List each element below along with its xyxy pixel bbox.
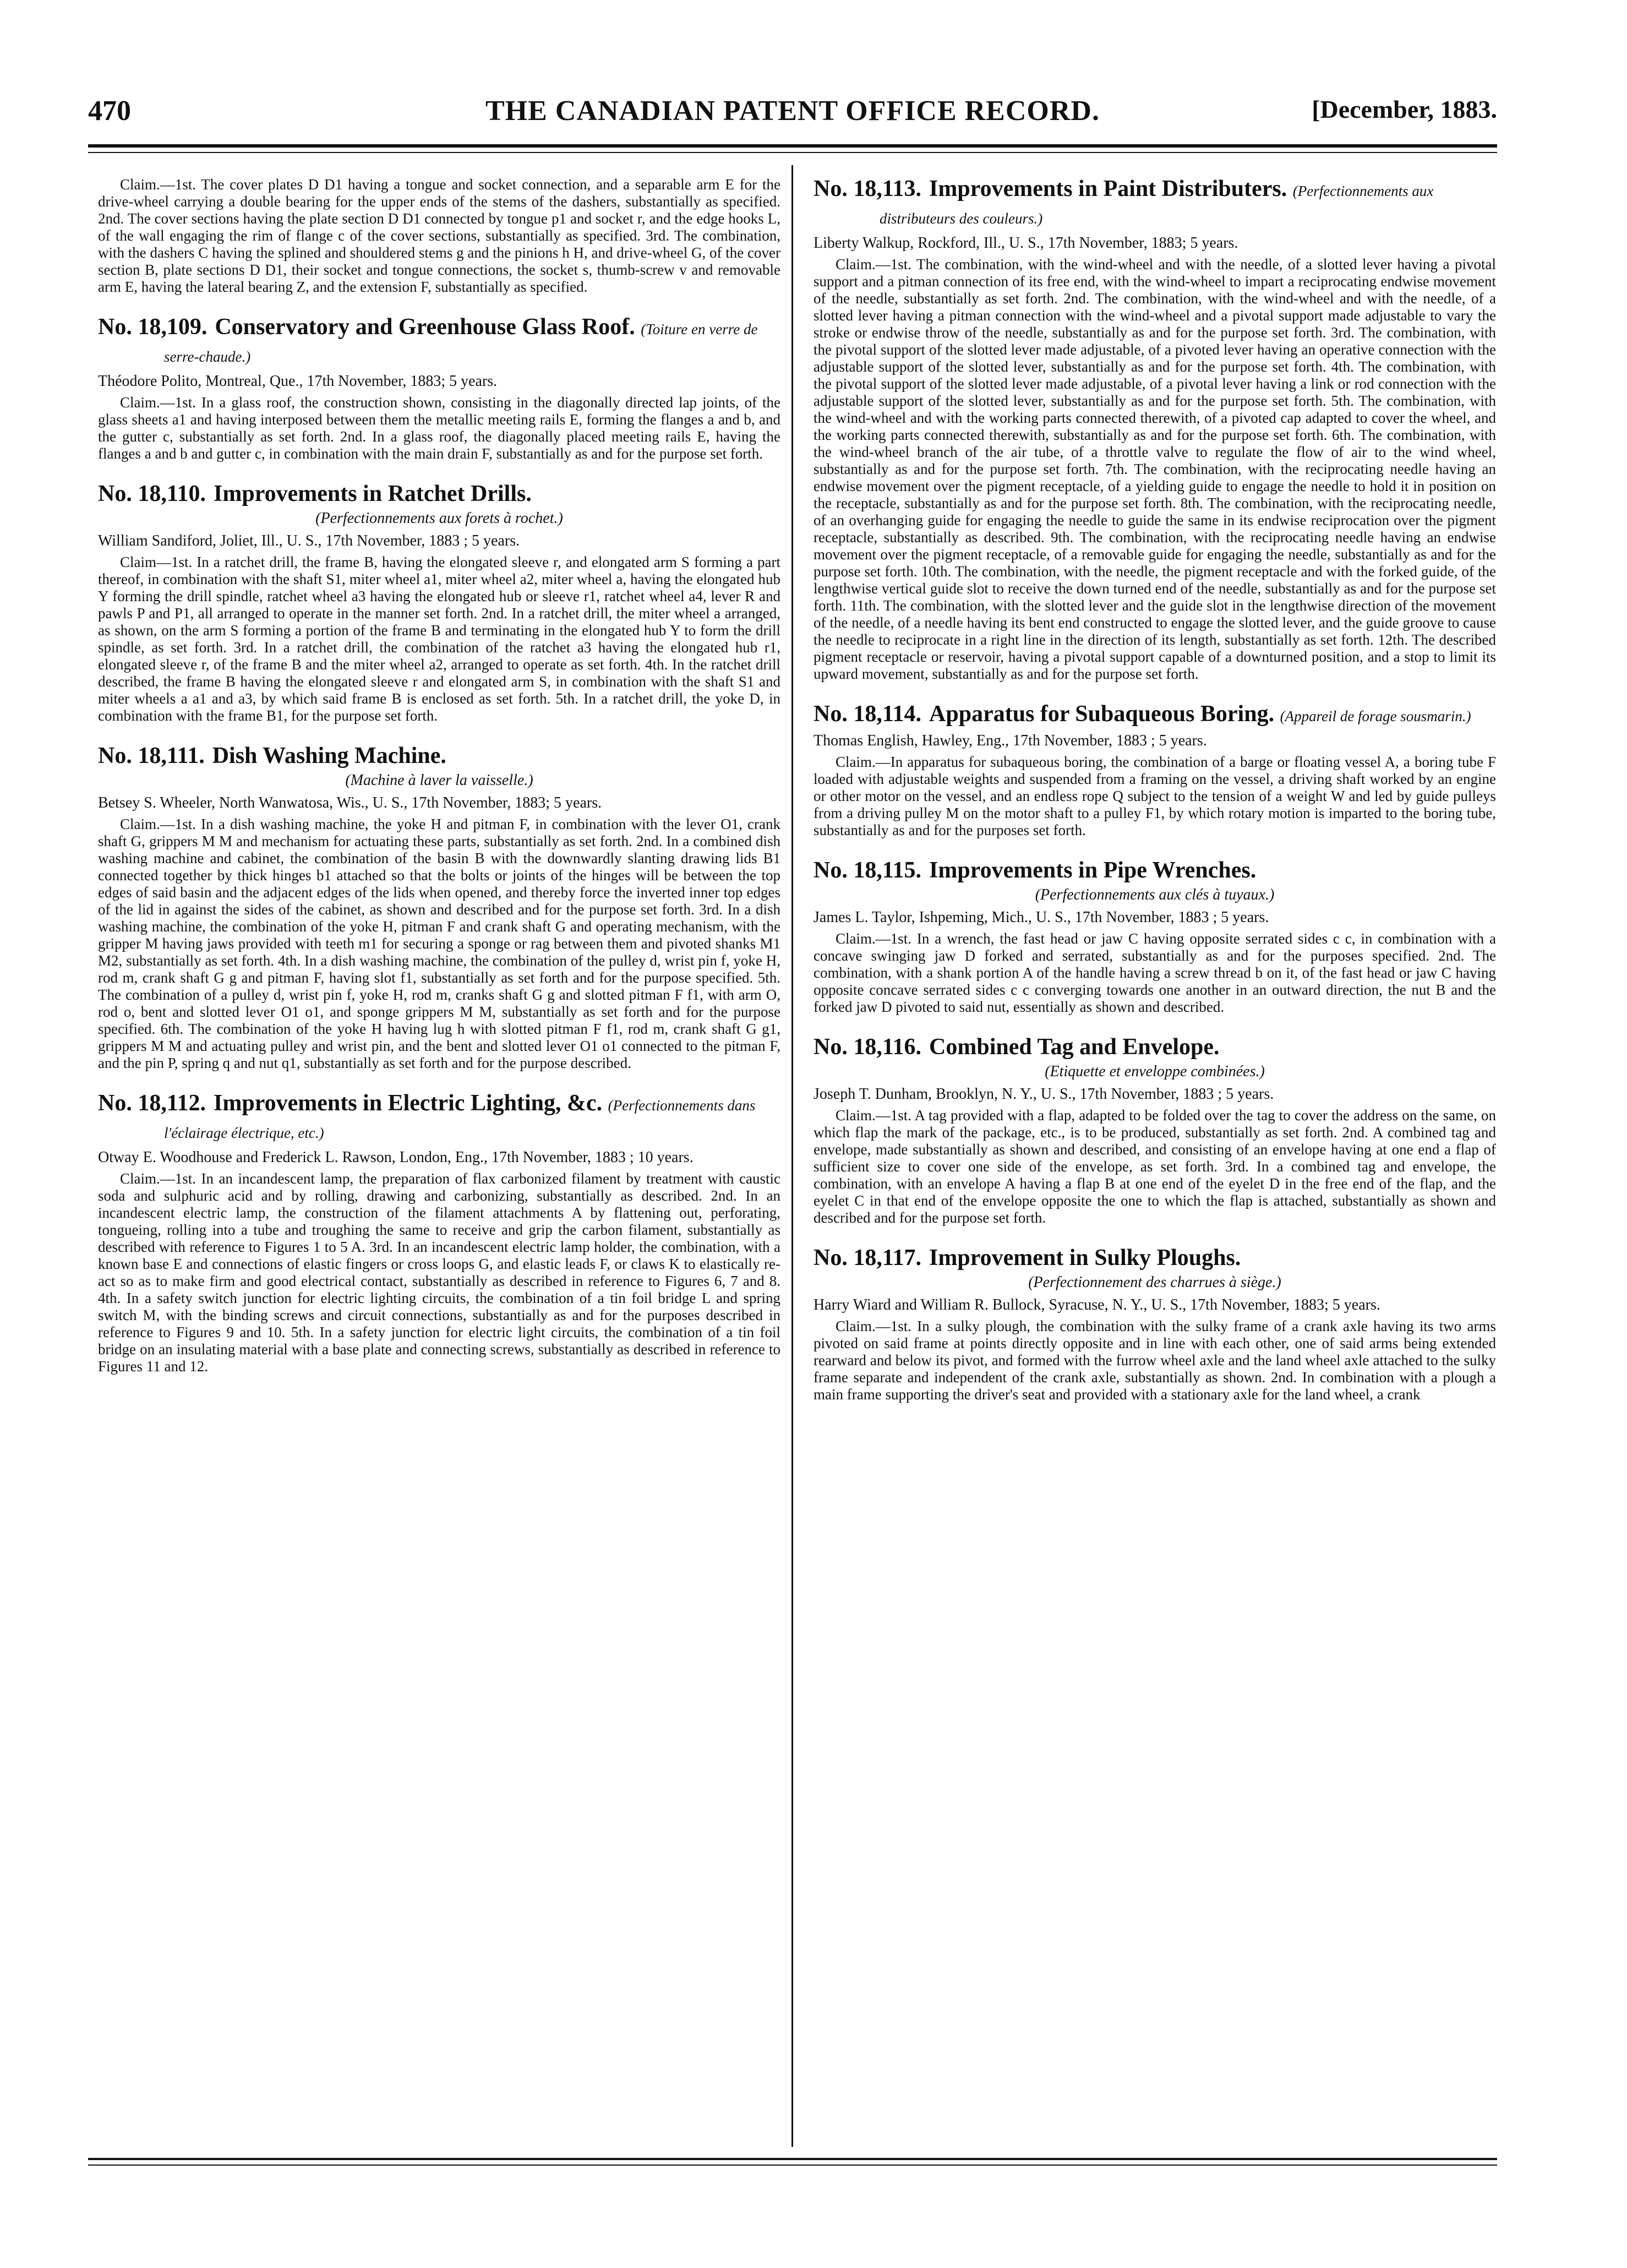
- inventor-info: Théodore Polito, Montreal, Que., 17th November, 1883; 5 years.: [98, 373, 498, 390]
- entry-heading: [814, 701, 1496, 729]
- patent-title: Combined Tag and Envelope.: [929, 1034, 1220, 1060]
- continued-claim: Claim.—1st. The cover plates D D1 having a tongue and socket connection, and a separable arm E for the drive-wheel carrying a double bearing for the upper ends of the stems of the dashers, substantially as specified. 2nd. The cover sections having the plate section D D1 connected by tongue p1 and socket r, and the edge hooks L, of the wall engaging the rim of flange c of the cover sections, substantially as specified. 3rd. The combination, with the dashers C having the splined and shouldered stems g and the pinions h H, and drive-wheel G, of the cover section B, plate sections D D1, their socket and tongue connections, the socket s, thumb-screw v and removable arm E, having the lateral bearing Z, and the extension F, substantially as specified.: [98, 176, 780, 295]
- inventor-info: Thomas English, Hawley, Eng., 17th November, 1883 ; 5 years.: [814, 732, 1207, 749]
- header-rule: [88, 144, 1497, 148]
- french-title: (Perfectionnements aux forets à rochet.): [315, 510, 563, 527]
- entry-heading: [98, 743, 780, 768]
- entry-heading: [98, 314, 780, 369]
- patent-entry: [98, 1091, 780, 1375]
- patent-number: No. 18,109.: [98, 314, 208, 340]
- claim-text: Claim.—1st. The combination, with the wind-wheel and with the needle, of a slotted lever having a pivotal support and a pitman connection of its free end, with the wind-wheel to impart a reciprocating endwise movement of the needle, substantially as set forth. 2nd. The combination, with the wind-wheel and with the needle, of a slotted lever having a pitman connection with the wind-wheel and a pivotal support made adjustable to vary the stroke or endwise throw of the needle, substantially as and for the purpose set forth. 3rd. The combination, with the pivotal support of the slotted lever made adjustable, of a pivoted lever having an operative connection with the adjustable support of the slotted lever, substantially as and for the purpose set forth. 4th. The combination, with the pivotal support of the slotted lever made adjustable, of a pivotal lever having a link or rod connection with the adjustable support of the slotted lever, substantially as and for the purpose set forth. 5th. The combination, with the wind-wheel and with the working parts connected therewith, of a pivoted cap adapted to cover the wheel, and the working parts connected therewith, substantially as and for the purpose set forth. 6th. The combination, with the wind-wheel branch of the air tube, of a throttle valve to regulate the flow of air to the wind wheel, substantially as and for the purpose set forth. 7th. The combination, with the reciprocating needle having an endwise movement over the pigment receptacle, of a yielding guide to engage the needle to hold it in position on the receptacle, substantially as and for the purpose set forth. 8th. The combination, with the reciprocating needle, of an overhanging guide for engaging the needle to guide the same in its endwise reciprocation over the pigment receptacle, substantially as described. 9th. The combination, with the reciprocating needle having an endwise movement over the pigment receptacle, of a removable guide for engaging the needle, substantially as and for the purpose set forth. 10th. The combination, with the needle, the pigment receptacle and with the forked guide, of the lengthwise vertical guide slot to receive the down turned end of the needle, substantially as and for the purpose set forth. 11th. The combination, with the slotted lever and the guide slot in the lengthwise direction of the movement of the needle, of a needle having its bent end constructed to engage the slotted lever, and the guide groove to cause the needle to reciprocate in a right line in the direction of its length, substantially as set forth. 12th. The described pigment receptacle or reservoir, having a pivotal support capable of a downturned position, and a stop to limit its upward movement, substantially as and for the purpose set forth.: [814, 256, 1496, 682]
- patent-number: No. 18,113.: [814, 176, 922, 201]
- header-rule-thin: [88, 152, 1497, 153]
- patent-number: No. 18,116.: [814, 1034, 922, 1060]
- patent-title: Improvements in Electric Lighting, &c.: [214, 1091, 603, 1116]
- claim-text: Claim.—1st. In a dish washing machine, the yoke H and pitman F, in combination with the lever O1, crank shaft G, grippers M M and mechanism for actuating these parts, substantially as set forth. 2nd. In a combined dish washing machine and cabinet, the combination of the basin B with the downwardly slanting drawing lids B1 connected together by thick hinges b1 attached so that the bolts or joints of the hinges will be between the top edges of said basin and the adjacent edges of the lids when opened, and thereby force the inverted inner top edges of the lid in against the sides of the cabinet, as shown and described and for the purpose set forth. 3rd. In a dish washing machine, the combination of the yoke H, pitman F and crank shaft G and operating mechanism, with the gripper M having jaws provided with teeth m1 for securing a sponge or rag between them and pivoted shanks M1 M2, substantially as set forth. 4th. In a dish washing machine, the combination of the pulley d, wrist pin f, yoke H, rod m, crank shaft G g and pitman F, having slot f1, substantially as set forth and for the purpose specified. 5th. The combination of a pulley d, wrist pin f, yoke H, rod m, cranks shaft G g and slotted pitman F f1, with arm O, rod o, bent and slotted lever O1 o1, and sponge grippers M M, substantially as set forth and for the purpose specified. 6th. The combination of the yoke H having lug h with slotted pitman F f1, rod m, crank shaft G g1, grippers M M and actuating pulley and wrist pin, and the bent and slotted lever O1 o1 connected to the pitman F, and the pin P, spring q and nut q1, substantially as set forth and for the purpose described.: [98, 816, 780, 1071]
- patent-number: No. 18,117.: [814, 1245, 922, 1271]
- inventor-info: Otway E. Woodhouse and Frederick L. Rawson, London, Eng., 17th November, 1883 ; 10 years.: [98, 1149, 694, 1166]
- entry-heading: [814, 858, 1496, 883]
- patent-title: Improvements in Paint Distributers.: [929, 176, 1287, 201]
- entry-heading: [98, 481, 780, 506]
- patent-title: Improvement in Sulky Ploughs.: [929, 1245, 1241, 1271]
- french-title: (Perfectionnement des charrues à siège.): [1028, 1274, 1281, 1291]
- patent-title: Improvements in Pipe Wrenches.: [929, 858, 1257, 883]
- claim-text: Claim.—In apparatus for subaqueous boring, the combination of a barge or floating vessel A, a boring tube F loaded with adjustable weights and suspended from a framing on the vessel, a driving shaft worked by an engine or other motor on the vessel, and an endless rope Q subject to the tension of a weight W and led by guide pulleys from a driving pulley M on the motor shaft to a pulley F1, by which rotary motion is imparted to the boring tube, substantially as and for the purposes set forth.: [814, 754, 1496, 838]
- journal-title: THE CANADIAN PATENT OFFICE RECORD.: [485, 95, 1100, 127]
- inventor-info: Liberty Walkup, Rockford, Ill., U. S., 17th November, 1883; 5 years.: [814, 235, 1238, 252]
- patent-number: No. 18,112.: [98, 1091, 206, 1116]
- patent-entry: [814, 176, 1496, 683]
- french-title: (Toiture en verre de serre-chaude.): [164, 321, 758, 365]
- patent-number: No. 18,111.: [98, 743, 205, 768]
- inventor-info: James L. Taylor, Ishpeming, Mich., U. S., 17th November, 1883 ; 5 years.: [814, 909, 1269, 926]
- patent-entry: [814, 701, 1496, 839]
- claim-text: Claim.—1st. A tag provided with a flap, adapted to be folded over the tag to cover the address on the same, on which flap the mark of the package, etc., is to be produced, substantially as set forth. 2nd. A combined tag and envelope, made substantially as shown and described, and consisting of an envelope having at one end a flap of sufficient size to cover one side of the envelope, as set forth. 3rd. In a combined tag and envelope, the combination, with an envelope A having a flap B at one end of the eyelet D in the free end of the flap, and the eyelet C in that end of the envelope opposite the one to which the flap is attached, substantially as shown and described and for the purpose set forth.: [814, 1107, 1496, 1226]
- patent-number: No. 18,115.: [814, 858, 922, 883]
- footer-rule-thin: [88, 2165, 1497, 2166]
- patent-entry: [814, 1245, 1496, 1403]
- page-header: [88, 95, 1497, 139]
- entry-heading: [814, 176, 1496, 231]
- patent-entry: [98, 314, 780, 462]
- french-title: (Perfectionnements dans l'éclairage électrique, etc.): [164, 1097, 756, 1141]
- patent-entry: [98, 481, 780, 724]
- inventor-info: William Sandiford, Joliet, Ill., U. S., 17th November, 1883 ; 5 years.: [98, 532, 520, 549]
- patent-title: Apparatus for Subaqueous Boring.: [929, 701, 1275, 727]
- patent-title: Improvements in Ratchet Drills.: [214, 481, 532, 506]
- claim-text: Claim—1st. In a ratchet drill, the frame B, having the elongated sleeve r, and elongated arm S forming a part thereof, in combination with the shaft S1, miter wheel a1, miter wheel a2, miter wheel a, having the elongated hub Y forming the drill spindle, ratchet wheel a3 having the elongated hub or sleeve r1, ratchet wheel a4, lever R and pawls P and P1, all arranged to operate in the manner set forth. 2nd. In a ratchet drill, the miter wheel a arranged, as shown, on the arm S forming a portion of the frame B and terminating in the elongated hub Y to form the drill spindle, as set forth. 3rd. In a ratchet drill, the combination of the ratchet a3 having the elongated hub r1, elongated sleeve r, of the frame B and the miter wheel a2, arranged to operate as set forth. 4th. In the ratchet drill described, the frame B having the elongated sleeve r and elongated arm S, in combination with the shaft S1 and miter wheels a a1 and a3, by which said frame B is enclosed as set forth. 5th. In a ratchet drill, the yoke D, in combination with the frame B1, for the purpose set forth.: [98, 554, 780, 724]
- patent-title: Conservatory and Greenhouse Glass Roof.: [215, 314, 635, 340]
- patent-title: Dish Washing Machine.: [212, 743, 446, 768]
- right-column: [814, 176, 1496, 2136]
- entry-heading: [98, 1091, 780, 1146]
- entry-heading: [814, 1245, 1496, 1271]
- french-title: (Perfectionnements aux clés à tuyaux.): [1035, 886, 1275, 903]
- patent-entry: [98, 743, 780, 1072]
- issue-date: [December, 1883.: [1312, 95, 1497, 123]
- french-title: (Appareil de forage sousmarin.): [1280, 708, 1471, 724]
- claim-text: Claim.—1st. In a glass roof, the construction shown, consisting in the diagonally directed lap joints, of the glass sheets a1 and having interposed between them the metallic meeting rails E, forming the flanges a and b, and the gutter c, substantially as set forth. 2nd. In a glass roof, the diagonally placed meeting rails E, having the flanges a and b and gutter c, in combination with the main drain F, substantially as and for the purpose set forth.: [98, 394, 780, 462]
- left-column: [98, 176, 780, 2136]
- claim-text: Claim.—1st. In a sulky plough, the combination with the sulky frame of a crank axle having its two arms pivoted on said frame at points directly opposite and in line with each other, one of said arms being extended rearward and below its pivot, and formed with the furrow wheel axle and the land wheel axle attached to the sulky frame separate and independent of the crank axle, substantially as shown. 2nd. In combination with a plough a main frame supporting the driver's seat and provided with a stationary axle for the land wheel, a crank: [814, 1318, 1496, 1403]
- patent-entry: [814, 1034, 1496, 1226]
- inventor-info: Betsey S. Wheeler, North Wanwatosa, Wis., U. S., 17th November, 1883; 5 years.: [98, 794, 602, 811]
- column-divider: [791, 165, 793, 2147]
- patent-number: No. 18,110.: [98, 481, 206, 506]
- inventor-info: Joseph T. Dunham, Brooklyn, N. Y., U. S., 17th November, 1883 ; 5 years.: [814, 1086, 1274, 1103]
- claim-text: Claim.—1st. In an incandescent lamp, the preparation of flax carbonized filament by treatment with caustic soda and sulphuric acid and by rolling, drawing and carbonizing, substantially as described. 2nd. In an incandescent electric lamp, the construction of the filament attachments A by flattening out, perforating, tongueing, rolling into a tube and troughing the same to receive and grip the carbon filament, substantially as described with reference to Figures 1 to 5 A. 3rd. In an incandescent electric lamp holder, the combination, with a known base E and connections of elastic fingers or cross loops G, and elastic leads F, or claws K to elastically re-act so as to make firm and good electrical contact, substantially as described in reference to Figures 6, 7 and 8. 4th. In a safety switch junction for electric lighting circuits, the combination of a tin foil bridge L and spring switch M, with the binding screws and circuit connections, substantially as and for the purposes described in reference to Figures 9 and 10. 5th. In a safety junction for electric light circuits, the combination of a tin foil bridge on an insulating material with a base plate and connecting screws, substantially as described in reference to Figures 11 and 12.: [98, 1170, 780, 1375]
- page-number: 470: [88, 95, 131, 127]
- french-title: (Machine à laver la vaisselle.): [345, 772, 533, 789]
- french-title: (Perfectionnements aux distributeurs des couleurs.): [880, 183, 1434, 227]
- patent-number: No. 18,114.: [814, 701, 922, 727]
- inventor-info: Harry Wiard and William R. Bullock, Syracuse, N. Y., U. S., 17th November, 1883; 5 years.: [814, 1296, 1380, 1313]
- french-title: (Etiquette et enveloppe combinées.): [1045, 1063, 1265, 1080]
- claim-text: Claim.—1st. In a wrench, the fast head or jaw C having opposite serrated sides c c, in combination with a concave swinging jaw D forked and serrated, substantially as and for the purposes specified. 2nd. The combination, with a shank portion A of the handle having a screw thread b on it, of the fast head or jaw C having opposite concave serrated sides c c converging towards one another in an outward direction, the nut B and the forked jaw D pivoted to said nut, essentially as shown and described.: [814, 930, 1496, 1015]
- patent-entry: [814, 858, 1496, 1016]
- footer-rule: [88, 2158, 1497, 2160]
- entry-heading: [814, 1034, 1496, 1060]
